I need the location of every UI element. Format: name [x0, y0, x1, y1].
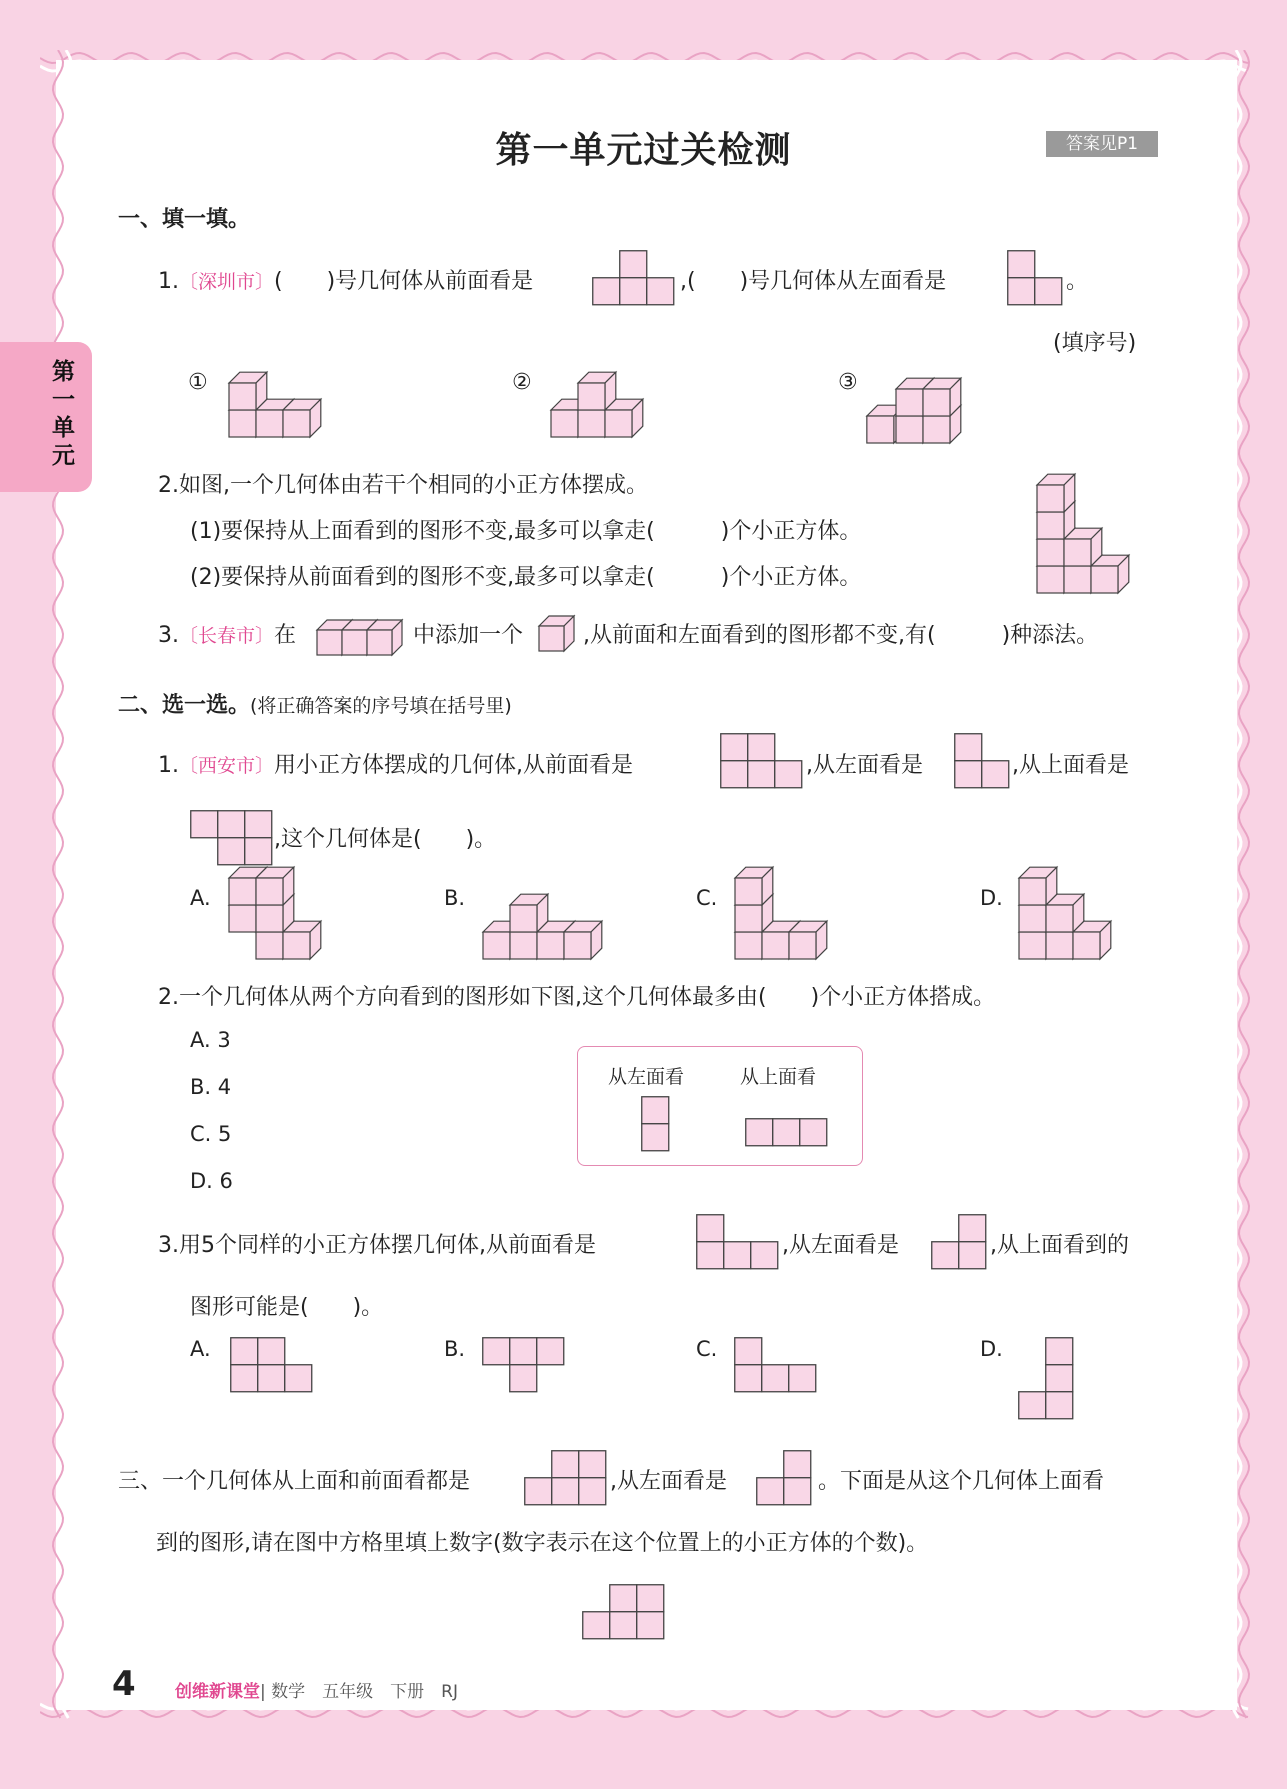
grid-cell [959, 1242, 986, 1269]
grid-cell [593, 278, 620, 305]
grid-cell [610, 1585, 637, 1612]
grid-cell [982, 761, 1009, 788]
section-1-heading: 一、填一填。 [118, 207, 251, 232]
s3-answer-grid[interactable] [582, 1584, 666, 1640]
grid-cell [955, 734, 982, 761]
s2-q2-option-b[interactable]: B. 4 [190, 1075, 232, 1099]
grid-cell [1046, 1392, 1073, 1419]
s1-q1-tag: 〔深圳市〕 [179, 271, 275, 293]
grid-cell [245, 811, 272, 838]
grid-cell [525, 1478, 552, 1505]
s1-q1-num: 1. [158, 269, 179, 294]
s1-q3-solid [316, 606, 406, 656]
answer-reference-badge: 答案见P1 [1046, 131, 1158, 157]
s1-q3-line [158, 618, 296, 649]
grid-cell [1008, 278, 1035, 305]
grid-cell [955, 761, 982, 788]
s1-q1-solid-1 [228, 372, 338, 438]
s2-q1-solid-b [482, 884, 592, 960]
s2-q2-num: 2. [158, 985, 179, 1010]
grid-cell [1046, 1338, 1073, 1365]
grid-cell [746, 1119, 773, 1146]
s2-q3-top-b [482, 1337, 566, 1393]
s1-q1-front-view [592, 250, 676, 306]
s1-q2-line [158, 468, 648, 499]
s3-text-d: 到的图形,请在图中方格里填上数字(数字表示在这个位置上的小正方体的个数)。 [156, 1531, 929, 1556]
s1-q1-label-1: ① [188, 370, 208, 395]
grid-cell [245, 838, 272, 865]
s2-q2-option-c[interactable]: C. 5 [190, 1122, 232, 1146]
grid-cell [735, 1338, 762, 1365]
s2-q3-top-a [230, 1337, 314, 1393]
grid-cell [552, 1478, 579, 1505]
s2-q1-solid-d [1018, 884, 1128, 960]
page-title: 第一单元过关检测 [495, 130, 792, 171]
s1-q1-text-a: ( )号几何体从前面看是 [274, 269, 534, 294]
grid-cell [231, 1338, 258, 1365]
s2-q3-line [158, 1228, 596, 1259]
grid-cell [537, 1338, 564, 1365]
cube [367, 620, 402, 655]
cube [923, 378, 961, 416]
grid-cell [748, 734, 775, 761]
grid-cell [191, 811, 218, 838]
s2-q1-top-view [190, 810, 274, 866]
s2-q1-text-a: 用小正方体摆成的几何体,从前面看是 [274, 753, 634, 778]
grid-cell [483, 1338, 510, 1365]
cube [229, 372, 267, 410]
s1-q2-solid [1036, 494, 1140, 594]
grid-cell [773, 1119, 800, 1146]
grid-cell [637, 1585, 664, 1612]
s2-q3-text-d: 图形可能是( )。 [190, 1295, 384, 1320]
s1-q3-single-cube [538, 612, 578, 652]
s1-q1-label-3: ③ [838, 370, 858, 395]
grid-cell [218, 811, 245, 838]
s2-q3-option-c[interactable]: C. [696, 1337, 718, 1361]
footer-brand: 创维新课堂 [175, 1682, 260, 1702]
cube [1037, 474, 1075, 512]
grid-cell [959, 1215, 986, 1242]
s2-q1-text-b: ,从左面看是 [806, 753, 923, 778]
grid-cell [775, 761, 802, 788]
grid-cell [735, 1365, 762, 1392]
grid-cell [757, 1478, 784, 1505]
s1-q1-solid-3 [868, 372, 978, 444]
grid-cell [784, 1451, 811, 1478]
grid-cell [579, 1478, 606, 1505]
s2-q3-option-a[interactable]: A. [190, 1337, 211, 1361]
s1-q1-left-view [1007, 250, 1064, 306]
s1-q2-sub2: (2)要保持从前面看到的图形不变,最多可以拿走( )个小正方体。 [190, 565, 862, 590]
grid-cell [620, 251, 647, 278]
grid-cell [647, 278, 674, 305]
s1-q2-text: 如图,一个几何体由若干个相同的小正方体摆成。 [179, 473, 648, 498]
section-2-note: (将正确答案的序号填在括号里) [250, 695, 512, 717]
s1-q3-text-a: 在 [274, 623, 297, 648]
side-tab [0, 342, 92, 492]
grid-cell [583, 1612, 610, 1639]
grid-cell [721, 734, 748, 761]
s2-q1-option-c[interactable]: C. [696, 886, 718, 910]
cube [578, 372, 616, 410]
page-number: 4 [112, 1664, 136, 1704]
s2-q1-left-view [954, 733, 1011, 789]
s2-q1-option-d[interactable]: D. [980, 886, 1003, 910]
s2-q3-option-d[interactable]: D. [980, 1337, 1003, 1361]
s2-q2-view-top-label: 从上面看 [740, 1066, 817, 1088]
s1-q1-label-2: ② [512, 370, 532, 395]
cube [539, 616, 574, 651]
s3-top-front-view [524, 1450, 608, 1506]
s2-q2-view-left-label: 从左面看 [608, 1066, 685, 1088]
s2-q1-text-d: ,这个几何体是( )。 [274, 827, 497, 852]
cube [256, 867, 294, 905]
s2-q3-left-view [931, 1214, 988, 1270]
grid-cell [552, 1451, 579, 1478]
s2-q2-option-a[interactable]: A. 3 [190, 1028, 231, 1052]
s2-q2-line [158, 980, 995, 1011]
section-2-heading: 二、选一选。 [118, 693, 251, 718]
s3-text-c: 。下面是从这个几何体上面看 [818, 1469, 1105, 1494]
s1-q3-num: 3. [158, 623, 179, 648]
s2-q3-top-d [1018, 1337, 1075, 1421]
footer-info [175, 1677, 458, 1702]
grid-cell [285, 1365, 312, 1392]
s2-q1-num: 1. [158, 753, 179, 778]
cube [789, 921, 827, 959]
s2-q1-option-b[interactable]: B. [444, 886, 466, 910]
grid-cell [510, 1338, 537, 1365]
s2-q1-line [158, 748, 633, 779]
s2-q2-top-view [745, 1118, 829, 1148]
grid-cell [697, 1242, 724, 1269]
s1-q3-text-c: ,从前面和左面看到的图形都不变,有( )种添法。 [583, 623, 1099, 648]
cube [735, 867, 773, 905]
grid-cell [724, 1242, 751, 1269]
grid-cell [721, 761, 748, 788]
cube [1019, 867, 1057, 905]
grid-cell [800, 1119, 827, 1146]
s2-q3-text-b: ,从左面看是 [782, 1233, 899, 1258]
grid-cell [258, 1365, 285, 1392]
s2-q1-tag: 〔西安市〕 [179, 755, 275, 777]
s2-q2-text: 一个几何体从两个方向看到的图形如下图,这个几何体最多由( )个小正方体搭成。 [179, 985, 996, 1010]
cube [283, 399, 321, 437]
side-tab-label: 第一单元 [52, 359, 75, 469]
s1-q3-tag: 〔长春市〕 [179, 625, 275, 647]
grid-cell [789, 1365, 816, 1392]
grid-cell [579, 1451, 606, 1478]
s1-q2-num: 2. [158, 473, 179, 498]
grid-cell [748, 761, 775, 788]
s2-q2-left-view [641, 1096, 669, 1152]
grid-cell [218, 838, 245, 865]
s2-q1-solid-a [228, 884, 338, 960]
section-2-heading-line [118, 688, 512, 719]
grid-cell [751, 1242, 778, 1269]
grid-cell [1019, 1392, 1046, 1419]
grid-cell [642, 1097, 669, 1124]
s1-q1-text-b: ,( )号几何体从左面看是 [680, 269, 947, 294]
s2-q1-solid-c [734, 884, 844, 960]
s3-text-b: ,从左面看是 [610, 1469, 727, 1494]
grid-cell [258, 1338, 285, 1365]
s2-q3-text-a: 用5个同样的小正方体摆几何体,从前面看是 [179, 1233, 596, 1258]
s2-q3-text-c: ,从上面看到的 [990, 1233, 1129, 1258]
s2-q1-text-c: ,从上面看是 [1012, 753, 1129, 778]
cube [510, 894, 548, 932]
footer-details: | 数学 五年级 下册 RJ [260, 1682, 458, 1702]
s2-q3-front-view [696, 1214, 780, 1270]
grid-cell [637, 1612, 664, 1639]
grid-cell [784, 1478, 811, 1505]
s1-q1-hint: (填序号) [1053, 331, 1137, 356]
s2-q1-option-a[interactable]: A. [190, 886, 211, 910]
s3-left-view [756, 1450, 813, 1506]
s1-q3-text-b: 中添加一个 [413, 623, 524, 648]
s2-q3-num: 3. [158, 1233, 179, 1258]
s2-q3-option-b[interactable]: B. [444, 1337, 466, 1361]
grid-cell [231, 1365, 258, 1392]
grid-cell [642, 1124, 669, 1151]
grid-cell [620, 278, 647, 305]
s1-q1-solid-2 [550, 372, 660, 438]
grid-cell [610, 1612, 637, 1639]
s1-q1-line [158, 264, 533, 295]
grid-cell [510, 1365, 537, 1392]
s2-q1-front-view [720, 733, 804, 789]
s1-q2-sub1: (1)要保持从上面看到的图形不变,最多可以拿走( )个小正方体。 [190, 519, 862, 544]
cube [564, 921, 602, 959]
s1-q1-text-c: 。 [1066, 269, 1089, 294]
s2-q3-top-c [734, 1337, 818, 1393]
grid-cell [762, 1365, 789, 1392]
s3-text-a: 三、一个几何体从上面和前面看都是 [118, 1469, 471, 1494]
grid-cell [932, 1242, 959, 1269]
s2-q2-option-d[interactable]: D. 6 [190, 1169, 233, 1193]
grid-cell [1046, 1365, 1073, 1392]
grid-cell [697, 1215, 724, 1242]
grid-cell [1035, 278, 1062, 305]
grid-cell [1008, 251, 1035, 278]
